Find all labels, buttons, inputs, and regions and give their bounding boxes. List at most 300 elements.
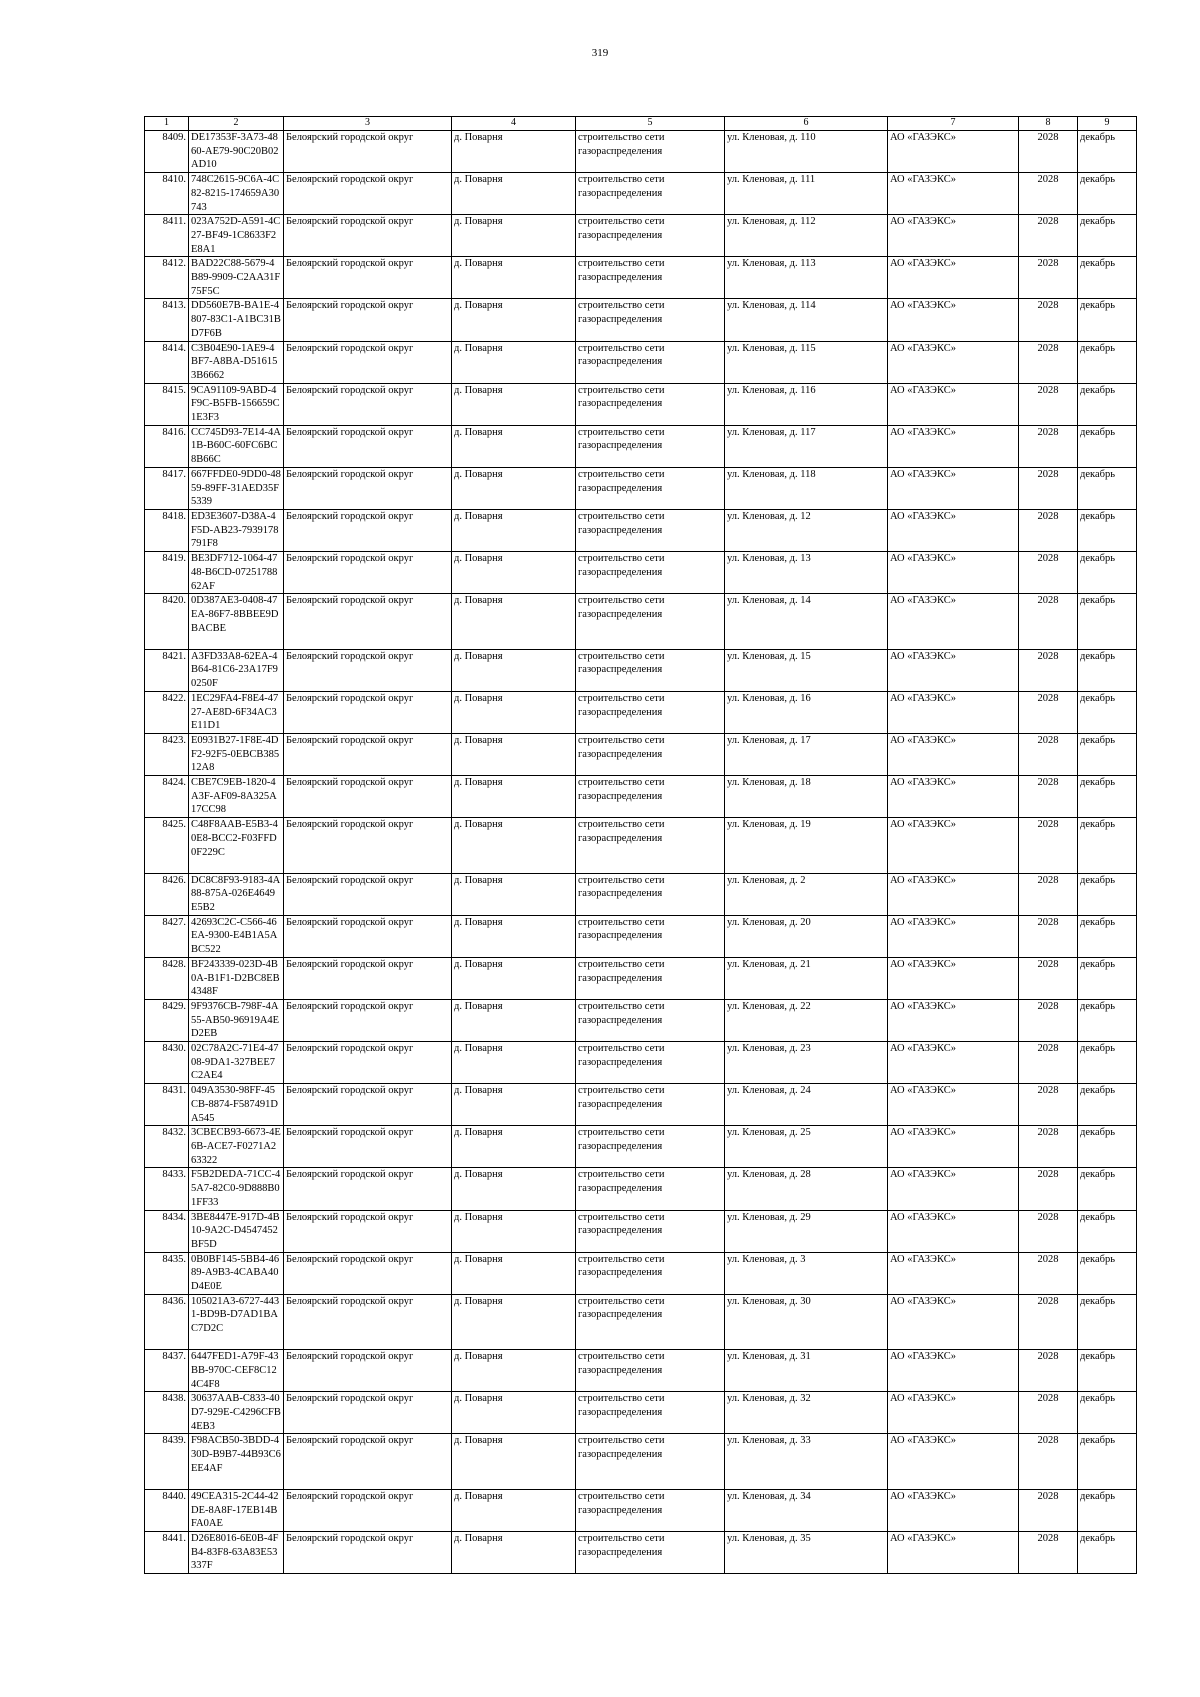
object-id-cell: 30637AAB-C833-40D7-929E-C4296CFB4EB3 [189,1392,284,1434]
settlement-cell: д. Поварня [452,1350,576,1392]
table-row [145,818,1137,874]
district-cell: Белоярский городской округ [284,691,452,733]
year-cell: 2028 [1019,467,1078,509]
district-cell: Белоярский городской округ [284,1392,452,1434]
table-row [145,1392,1137,1434]
settlement-cell: д. Поварня [452,1434,576,1490]
year-cell: 2028 [1019,915,1078,957]
work-type-cell: строительство сети газораспределения [576,1350,725,1392]
work-type-cell: строительство сети газораспределения [576,1252,725,1294]
organization-cell: АО «ГАЗЭКС» [888,776,1019,818]
settlement-cell: д. Поварня [452,341,576,383]
address-cell: ул. Кленовая, д. 25 [725,1126,888,1168]
district-cell: Белоярский городской округ [284,1252,452,1294]
organization-cell: АО «ГАЗЭКС» [888,1252,1019,1294]
table-row [145,215,1137,257]
address-cell: ул. Кленовая, д. 14 [725,594,888,650]
organization-cell: АО «ГАЗЭКС» [888,1168,1019,1210]
district-cell: Белоярский городской округ [284,915,452,957]
work-type-cell: строительство сети газораспределения [576,1532,725,1574]
settlement-cell: д. Поварня [452,649,576,691]
row-number-cell: 8429. [145,999,189,1041]
district-cell: Белоярский городской округ [284,649,452,691]
row-number-cell: 8438. [145,1392,189,1434]
work-type-cell: строительство сети газораспределения [576,1168,725,1210]
address-cell: ул. Кленовая, д. 118 [725,467,888,509]
year-cell: 2028 [1019,1168,1078,1210]
object-id-cell: DC8C8F93-9183-4A88-875A-026E4649E5B2 [189,873,284,915]
organization-cell: АО «ГАЗЭКС» [888,425,1019,467]
year-cell: 2028 [1019,383,1078,425]
district-cell: Белоярский городской округ [284,1294,452,1350]
work-type-cell: строительство сети газораспределения [576,215,725,257]
row-number-cell: 8415. [145,383,189,425]
row-number-cell: 8426. [145,873,189,915]
work-type-cell: строительство сети газораспределения [576,1434,725,1490]
work-type-cell: строительство сети газораспределения [576,131,725,173]
year-cell: 2028 [1019,1210,1078,1252]
address-cell: ул. Кленовая, д. 29 [725,1210,888,1252]
settlement-cell: д. Поварня [452,1294,576,1350]
work-type-cell: строительство сети газораспределения [576,1042,725,1084]
district-cell: Белоярский городской округ [284,131,452,173]
organization-cell: АО «ГАЗЭКС» [888,1084,1019,1126]
organization-cell: АО «ГАЗЭКС» [888,1392,1019,1434]
settlement-cell: д. Поварня [452,1084,576,1126]
organization-cell: АО «ГАЗЭКС» [888,341,1019,383]
month-cell: декабрь [1078,299,1137,341]
table-row [145,383,1137,425]
year-cell: 2028 [1019,1294,1078,1350]
year-cell: 2028 [1019,594,1078,650]
row-number-cell: 8428. [145,957,189,999]
object-id-cell: ED3E3607-D38A-4F5D-AB23-7939178791F8 [189,509,284,551]
table-row [145,691,1137,733]
column-header: 4 [452,117,576,131]
district-cell: Белоярский городской округ [284,425,452,467]
column-header: 2 [189,117,284,131]
settlement-cell: д. Поварня [452,594,576,650]
organization-cell: АО «ГАЗЭКС» [888,1532,1019,1574]
organization-cell: АО «ГАЗЭКС» [888,131,1019,173]
organization-cell: АО «ГАЗЭКС» [888,957,1019,999]
month-cell: декабрь [1078,1294,1137,1350]
address-cell: ул. Кленовая, д. 112 [725,215,888,257]
month-cell: декабрь [1078,957,1137,999]
organization-cell: АО «ГАЗЭКС» [888,733,1019,775]
settlement-cell: д. Поварня [452,1392,576,1434]
address-cell: ул. Кленовая, д. 22 [725,999,888,1041]
table-row [145,552,1137,594]
table-row [145,1042,1137,1084]
district-cell: Белоярский городской округ [284,1126,452,1168]
month-cell: декабрь [1078,341,1137,383]
table-row [145,299,1137,341]
address-cell: ул. Кленовая, д. 12 [725,509,888,551]
registry-body [145,131,1137,1574]
object-id-cell: 667FFDE0-9DD0-4859-89FF-31AED35F5339 [189,467,284,509]
organization-cell: АО «ГАЗЭКС» [888,594,1019,650]
year-cell: 2028 [1019,509,1078,551]
address-cell: ул. Кленовая, д. 110 [725,131,888,173]
object-id-cell: 049A3530-98FF-45CB-8874-F587491DA545 [189,1084,284,1126]
year-cell: 2028 [1019,173,1078,215]
table-row [145,131,1137,173]
object-id-cell: 023A752D-A591-4C27-BF49-1C8633F2E8A1 [189,215,284,257]
year-cell: 2028 [1019,341,1078,383]
row-number-cell: 8421. [145,649,189,691]
row-number-cell: 8419. [145,552,189,594]
settlement-cell: д. Поварня [452,131,576,173]
month-cell: декабрь [1078,873,1137,915]
object-id-cell: C48F8AAB-E5B3-40E8-BCC2-F03FFD0F229C [189,818,284,874]
row-number-cell: 8427. [145,915,189,957]
table-row [145,1210,1137,1252]
row-number-cell: 8436. [145,1294,189,1350]
column-header: 5 [576,117,725,131]
month-cell: декабрь [1078,509,1137,551]
column-number-row [145,117,1137,131]
year-cell: 2028 [1019,818,1078,874]
settlement-cell: д. Поварня [452,215,576,257]
settlement-cell: д. Поварня [452,552,576,594]
table-row [145,1434,1137,1490]
organization-cell: АО «ГАЗЭКС» [888,299,1019,341]
object-id-cell: D26E8016-6E0B-4FB4-83F8-63A83E53337F [189,1532,284,1574]
month-cell: декабрь [1078,999,1137,1041]
month-cell: декабрь [1078,173,1137,215]
work-type-cell: строительство сети газораспределения [576,733,725,775]
address-cell: ул. Кленовая, д. 34 [725,1489,888,1531]
year-cell: 2028 [1019,999,1078,1041]
work-type-cell: строительство сети газораспределения [576,173,725,215]
district-cell: Белоярский городской округ [284,383,452,425]
month-cell: декабрь [1078,1434,1137,1490]
table-row [145,776,1137,818]
work-type-cell: строительство сети газораспределения [576,594,725,650]
district-cell: Белоярский городской округ [284,1042,452,1084]
row-number-cell: 8414. [145,341,189,383]
organization-cell: АО «ГАЗЭКС» [888,257,1019,299]
table-row [145,1294,1137,1350]
row-number-cell: 8412. [145,257,189,299]
address-cell: ул. Кленовая, д. 21 [725,957,888,999]
settlement-cell: д. Поварня [452,467,576,509]
table-row [145,915,1137,957]
district-cell: Белоярский городской округ [284,1084,452,1126]
year-cell: 2028 [1019,1252,1078,1294]
row-number-cell: 8420. [145,594,189,650]
address-cell: ул. Кленовая, д. 2 [725,873,888,915]
district-cell: Белоярский городской округ [284,1532,452,1574]
object-id-cell: BF243339-023D-4B0A-B1F1-D2BC8EB4348F [189,957,284,999]
month-cell: декабрь [1078,776,1137,818]
table-row [145,173,1137,215]
year-cell: 2028 [1019,215,1078,257]
month-cell: декабрь [1078,1489,1137,1531]
month-cell: декабрь [1078,1350,1137,1392]
district-cell: Белоярский городской округ [284,594,452,650]
address-cell: ул. Кленовая, д. 23 [725,1042,888,1084]
month-cell: декабрь [1078,818,1137,874]
row-number-cell: 8416. [145,425,189,467]
work-type-cell: строительство сети газораспределения [576,257,725,299]
district-cell: Белоярский городской округ [284,1434,452,1490]
work-type-cell: строительство сети газораспределения [576,873,725,915]
settlement-cell: д. Поварня [452,173,576,215]
month-cell: декабрь [1078,1392,1137,1434]
year-cell: 2028 [1019,957,1078,999]
row-number-cell: 8439. [145,1434,189,1490]
object-id-cell: E0931B27-1F8E-4DF2-92F5-0EBCB38512A8 [189,733,284,775]
work-type-cell: строительство сети газораспределения [576,957,725,999]
object-id-cell: CBE7C9EB-1820-4A3F-AF09-8A325A17CC98 [189,776,284,818]
settlement-cell: д. Поварня [452,509,576,551]
row-number-cell: 8441. [145,1532,189,1574]
year-cell: 2028 [1019,873,1078,915]
object-id-cell: 1EC29FA4-F8E4-4727-AE8D-6F34AC3E11D1 [189,691,284,733]
object-id-cell: F98ACB50-3BDD-430D-B9B7-44B93C6EE4AF [189,1434,284,1490]
month-cell: декабрь [1078,1042,1137,1084]
row-number-cell: 8411. [145,215,189,257]
work-type-cell: строительство сети газораспределения [576,1392,725,1434]
row-number-cell: 8413. [145,299,189,341]
settlement-cell: д. Поварня [452,383,576,425]
month-cell: декабрь [1078,257,1137,299]
object-id-cell: DD560E7B-BA1E-4807-83C1-A1BC31BD7F6B [189,299,284,341]
page-number: 319 [591,47,609,59]
month-cell: декабрь [1078,1084,1137,1126]
work-type-cell: строительство сети газораспределения [576,509,725,551]
row-number-cell: 8425. [145,818,189,874]
object-id-cell: 42693C2C-C566-46EA-9300-E4B1A5ABC522 [189,915,284,957]
address-cell: ул. Кленовая, д. 33 [725,1434,888,1490]
district-cell: Белоярский городской округ [284,873,452,915]
table-row [145,1252,1137,1294]
month-cell: декабрь [1078,1168,1137,1210]
row-number-cell: 8430. [145,1042,189,1084]
table-row [145,1084,1137,1126]
work-type-cell: строительство сети газораспределения [576,649,725,691]
district-cell: Белоярский городской округ [284,257,452,299]
organization-cell: АО «ГАЗЭКС» [888,915,1019,957]
work-type-cell: строительство сети газораспределения [576,1294,725,1350]
month-cell: декабрь [1078,733,1137,775]
address-cell: ул. Кленовая, д. 35 [725,1532,888,1574]
object-id-cell: 02C78A2C-71E4-4708-9DA1-327BEE7C2AE4 [189,1042,284,1084]
row-number-cell: 8409. [145,131,189,173]
organization-cell: АО «ГАЗЭКС» [888,1042,1019,1084]
work-type-cell: строительство сети газораспределения [576,552,725,594]
year-cell: 2028 [1019,691,1078,733]
district-cell: Белоярский городской округ [284,299,452,341]
object-id-cell: BE3DF712-1064-4748-B6CD-0725178862AF [189,552,284,594]
table-row [145,341,1137,383]
address-cell: ул. Кленовая, д. 18 [725,776,888,818]
organization-cell: АО «ГАЗЭКС» [888,1350,1019,1392]
table-row [145,873,1137,915]
table-row [145,1489,1137,1531]
month-cell: декабрь [1078,552,1137,594]
table-row [145,425,1137,467]
district-cell: Белоярский городской округ [284,999,452,1041]
address-cell: ул. Кленовая, д. 114 [725,299,888,341]
year-cell: 2028 [1019,1489,1078,1531]
district-cell: Белоярский городской округ [284,552,452,594]
year-cell: 2028 [1019,131,1078,173]
address-cell: ул. Кленовая, д. 117 [725,425,888,467]
table-row [145,257,1137,299]
address-cell: ул. Кленовая, д. 3 [725,1252,888,1294]
month-cell: декабрь [1078,215,1137,257]
organization-cell: АО «ГАЗЭКС» [888,818,1019,874]
district-cell: Белоярский городской округ [284,1489,452,1531]
month-cell: декабрь [1078,1126,1137,1168]
settlement-cell: д. Поварня [452,733,576,775]
table-row [145,1532,1137,1574]
district-cell: Белоярский городской округ [284,957,452,999]
table-row [145,1350,1137,1392]
address-cell: ул. Кленовая, д. 19 [725,818,888,874]
month-cell: декабрь [1078,691,1137,733]
row-number-cell: 8433. [145,1168,189,1210]
object-id-cell: C3B04E90-1AE9-4BF7-A8BA-D516153B6662 [189,341,284,383]
object-id-cell: CC745D93-7E14-4A1B-B60C-60FC6BC8B66C [189,425,284,467]
object-id-cell: 3CBECB93-6673-4E6B-ACE7-F0271A263322 [189,1126,284,1168]
object-id-cell: 3BE8447E-917D-4B10-9A2C-D4547452BF5D [189,1210,284,1252]
object-id-cell: A3FD33A8-62EA-4B64-81C6-23A17F90250F [189,649,284,691]
address-cell: ул. Кленовая, д. 30 [725,1294,888,1350]
object-id-cell: BAD22C88-5679-4B89-9909-C2AA31F75F5C [189,257,284,299]
address-cell: ул. Кленовая, д. 116 [725,383,888,425]
district-cell: Белоярский городской округ [284,1168,452,1210]
settlement-cell: д. Поварня [452,999,576,1041]
year-cell: 2028 [1019,299,1078,341]
organization-cell: АО «ГАЗЭКС» [888,1126,1019,1168]
address-cell: ул. Кленовая, д. 24 [725,1084,888,1126]
organization-cell: АО «ГАЗЭКС» [888,873,1019,915]
column-header: 3 [284,117,452,131]
settlement-cell: д. Поварня [452,873,576,915]
work-type-cell: строительство сети газораспределения [576,467,725,509]
row-number-cell: 8435. [145,1252,189,1294]
year-cell: 2028 [1019,649,1078,691]
table-row [145,957,1137,999]
organization-cell: АО «ГАЗЭКС» [888,691,1019,733]
year-cell: 2028 [1019,1042,1078,1084]
year-cell: 2028 [1019,1084,1078,1126]
settlement-cell: д. Поварня [452,957,576,999]
work-type-cell: строительство сети газораспределения [576,299,725,341]
work-type-cell: строительство сети газораспределения [576,341,725,383]
district-cell: Белоярский городской округ [284,818,452,874]
work-type-cell: строительство сети газораспределения [576,1126,725,1168]
organization-cell: АО «ГАЗЭКС» [888,1489,1019,1531]
organization-cell: АО «ГАЗЭКС» [888,552,1019,594]
row-number-cell: 8432. [145,1126,189,1168]
year-cell: 2028 [1019,776,1078,818]
address-cell: ул. Кленовая, д. 13 [725,552,888,594]
object-id-cell: F5B2DEDA-71CC-45A7-82C0-9D888B01FF33 [189,1168,284,1210]
column-header: 6 [725,117,888,131]
organization-cell: АО «ГАЗЭКС» [888,467,1019,509]
settlement-cell: д. Поварня [452,1168,576,1210]
table-row [145,649,1137,691]
year-cell: 2028 [1019,552,1078,594]
month-cell: декабрь [1078,915,1137,957]
work-type-cell: строительство сети газораспределения [576,1084,725,1126]
organization-cell: АО «ГАЗЭКС» [888,173,1019,215]
settlement-cell: д. Поварня [452,299,576,341]
object-id-cell: 9CA91109-9ABD-4F9C-B5FB-156659C1E3F3 [189,383,284,425]
district-cell: Белоярский городской округ [284,215,452,257]
row-number-cell: 8434. [145,1210,189,1252]
month-cell: декабрь [1078,131,1137,173]
month-cell: декабрь [1078,594,1137,650]
object-id-cell: 9F9376CB-798F-4A55-AB50-96919A4ED2EB [189,999,284,1041]
work-type-cell: строительство сети газораспределения [576,818,725,874]
year-cell: 2028 [1019,257,1078,299]
work-type-cell: строительство сети газораспределения [576,425,725,467]
year-cell: 2028 [1019,1434,1078,1490]
settlement-cell: д. Поварня [452,1210,576,1252]
organization-cell: АО «ГАЗЭКС» [888,1294,1019,1350]
district-cell: Белоярский городской округ [284,173,452,215]
row-number-cell: 8410. [145,173,189,215]
settlement-cell: д. Поварня [452,1042,576,1084]
column-header: 7 [888,117,1019,131]
month-cell: декабрь [1078,649,1137,691]
table-row [145,733,1137,775]
district-cell: Белоярский городской округ [284,733,452,775]
work-type-cell: строительство сети газораспределения [576,383,725,425]
settlement-cell: д. Поварня [452,915,576,957]
table-row [145,999,1137,1041]
organization-cell: АО «ГАЗЭКС» [888,1210,1019,1252]
district-cell: Белоярский городской округ [284,776,452,818]
address-cell: ул. Кленовая, д. 20 [725,915,888,957]
row-number-cell: 8418. [145,509,189,551]
settlement-cell: д. Поварня [452,818,576,874]
settlement-cell: д. Поварня [452,1489,576,1531]
month-cell: декабрь [1078,1532,1137,1574]
row-number-cell: 8440. [145,1489,189,1531]
address-cell: ул. Кленовая, д. 113 [725,257,888,299]
column-header: 1 [145,117,189,131]
row-number-cell: 8424. [145,776,189,818]
address-cell: ул. Кленовая, д. 28 [725,1168,888,1210]
month-cell: декабрь [1078,383,1137,425]
organization-cell: АО «ГАЗЭКС» [888,215,1019,257]
district-cell: Белоярский городской округ [284,1210,452,1252]
settlement-cell: д. Поварня [452,257,576,299]
settlement-cell: д. Поварня [452,1252,576,1294]
settlement-cell: д. Поварня [452,776,576,818]
column-header: 9 [1078,117,1137,131]
address-cell: ул. Кленовая, д. 111 [725,173,888,215]
table-row [145,467,1137,509]
object-id-cell: 49CEA315-2C44-42DE-8A8F-17EB14BFA0AE [189,1489,284,1531]
row-number-cell: 8417. [145,467,189,509]
table-row [145,509,1137,551]
year-cell: 2028 [1019,1350,1078,1392]
year-cell: 2028 [1019,1532,1078,1574]
settlement-cell: д. Поварня [452,1532,576,1574]
year-cell: 2028 [1019,425,1078,467]
row-number-cell: 8423. [145,733,189,775]
address-cell: ул. Кленовая, д. 17 [725,733,888,775]
year-cell: 2028 [1019,1126,1078,1168]
